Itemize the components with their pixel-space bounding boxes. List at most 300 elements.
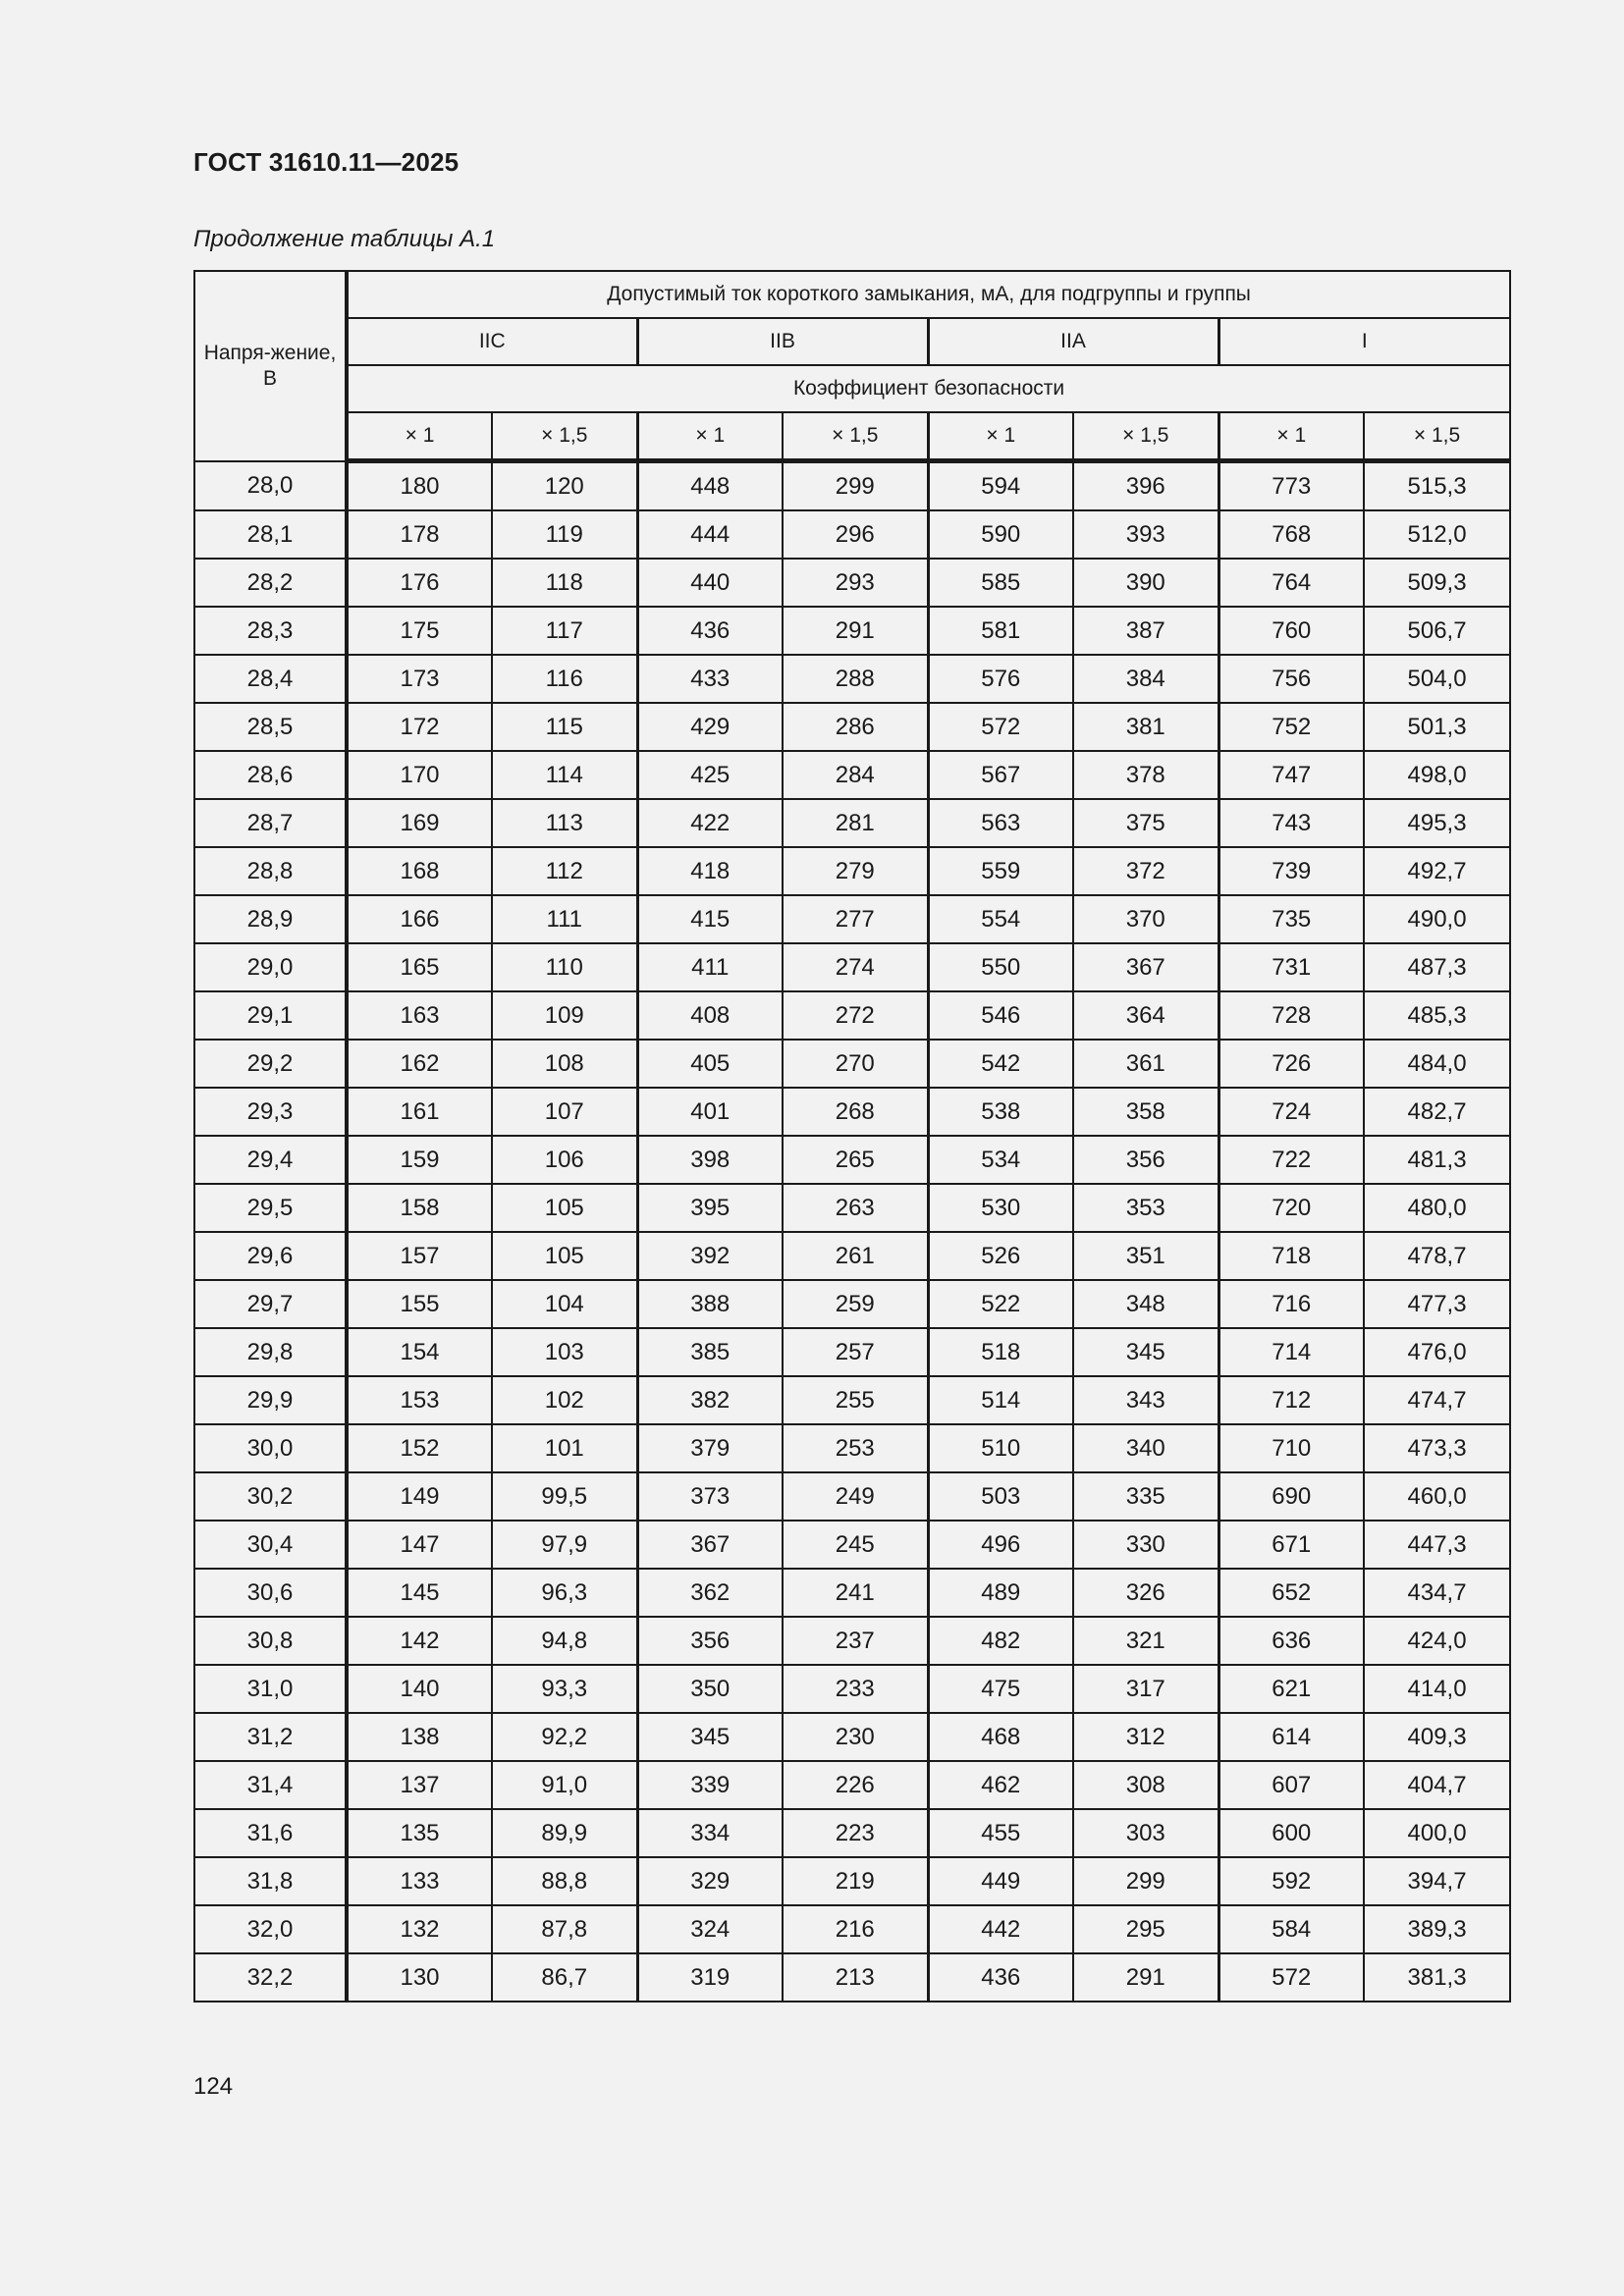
current-cell: 96,3	[492, 1569, 637, 1617]
current-cell: 480,0	[1364, 1184, 1510, 1232]
current-cell: 398	[637, 1136, 783, 1184]
current-cell: 387	[1073, 607, 1218, 655]
current-cell: 312	[1073, 1713, 1218, 1761]
voltage-cell: 28,2	[194, 559, 347, 607]
current-cell: 296	[783, 510, 928, 559]
current-cell: 498,0	[1364, 751, 1510, 799]
current-cell: 764	[1218, 559, 1364, 607]
current-cell: 712	[1218, 1376, 1364, 1424]
current-cell: 245	[783, 1521, 928, 1569]
current-cell: 600	[1218, 1809, 1364, 1857]
current-cell: 760	[1218, 607, 1364, 655]
voltage-cell: 31,2	[194, 1713, 347, 1761]
voltage-cell: 28,8	[194, 847, 347, 895]
table-row	[194, 1713, 1510, 1761]
table-row	[194, 461, 1510, 511]
current-cell: 409,3	[1364, 1713, 1510, 1761]
factor-header: × 1,5	[492, 412, 637, 461]
current-cell: 512,0	[1364, 510, 1510, 559]
current-cell: 747	[1218, 751, 1364, 799]
coefficient-header: Коэффициент безопасности	[347, 365, 1510, 412]
current-cell: 132	[347, 1905, 492, 1953]
current-cell: 436	[637, 607, 783, 655]
current-cell: 107	[492, 1088, 637, 1136]
current-cell: 249	[783, 1472, 928, 1521]
table-row	[194, 991, 1510, 1040]
voltage-cell: 28,6	[194, 751, 347, 799]
voltage-cell: 29,4	[194, 1136, 347, 1184]
current-cell: 92,2	[492, 1713, 637, 1761]
current-cell: 542	[928, 1040, 1073, 1088]
current-cell: 444	[637, 510, 783, 559]
current-cell: 137	[347, 1761, 492, 1809]
current-cell: 105	[492, 1184, 637, 1232]
current-cell: 213	[783, 1953, 928, 2002]
current-cell: 503	[928, 1472, 1073, 1521]
current-cell: 117	[492, 607, 637, 655]
voltage-cell: 31,6	[194, 1809, 347, 1857]
current-cell: 114	[492, 751, 637, 799]
current-cell: 392	[637, 1232, 783, 1280]
current-cell: 138	[347, 1713, 492, 1761]
current-cell: 112	[492, 847, 637, 895]
current-cell: 492,7	[1364, 847, 1510, 895]
current-cell: 233	[783, 1665, 928, 1713]
current-cell: 101	[492, 1424, 637, 1472]
factor-header: × 1	[347, 412, 492, 461]
current-cell: 716	[1218, 1280, 1364, 1328]
current-cell: 440	[637, 559, 783, 607]
current-cell: 731	[1218, 943, 1364, 991]
voltage-cell: 28,1	[194, 510, 347, 559]
current-cell: 546	[928, 991, 1073, 1040]
current-cell: 223	[783, 1809, 928, 1857]
current-cell: 572	[1218, 1953, 1364, 2002]
current-cell: 636	[1218, 1617, 1364, 1665]
current-cell: 356	[637, 1617, 783, 1665]
current-cell: 496	[928, 1521, 1073, 1569]
current-cell: 379	[637, 1424, 783, 1472]
current-cell: 293	[783, 559, 928, 607]
current-cell: 429	[637, 703, 783, 751]
current-cell: 567	[928, 751, 1073, 799]
current-cell: 155	[347, 1280, 492, 1328]
current-cell: 752	[1218, 703, 1364, 751]
table-row	[194, 943, 1510, 991]
voltage-cell: 29,2	[194, 1040, 347, 1088]
current-cell: 259	[783, 1280, 928, 1328]
current-cell: 120	[492, 461, 637, 511]
table-row	[194, 895, 1510, 943]
current-cell: 372	[1073, 847, 1218, 895]
current-cell: 303	[1073, 1809, 1218, 1857]
current-cell: 400,0	[1364, 1809, 1510, 1857]
table-row	[194, 1953, 1510, 2002]
voltage-cell: 29,3	[194, 1088, 347, 1136]
current-cell: 257	[783, 1328, 928, 1376]
current-cell: 455	[928, 1809, 1073, 1857]
current-cell: 133	[347, 1857, 492, 1905]
current-cell: 329	[637, 1857, 783, 1905]
current-cell: 119	[492, 510, 637, 559]
current-cell: 592	[1218, 1857, 1364, 1905]
current-cell: 284	[783, 751, 928, 799]
current-cell: 172	[347, 703, 492, 751]
current-cell: 489	[928, 1569, 1073, 1617]
group-header: Допустимый ток короткого замыкания, мА, для подгруппы и группы	[347, 271, 1510, 318]
current-cell: 255	[783, 1376, 928, 1424]
table-row	[194, 1376, 1510, 1424]
current-cell: 768	[1218, 510, 1364, 559]
current-cell: 299	[1073, 1857, 1218, 1905]
current-cell: 263	[783, 1184, 928, 1232]
subgroup-header-iic: IIC	[347, 318, 637, 365]
current-cell: 291	[1073, 1953, 1218, 2002]
voltage-cell: 29,0	[194, 943, 347, 991]
voltage-cell: 29,1	[194, 991, 347, 1040]
factor-header: × 1,5	[783, 412, 928, 461]
current-cell: 105	[492, 1232, 637, 1280]
current-cell: 334	[637, 1809, 783, 1857]
table-row	[194, 1280, 1510, 1328]
table-row	[194, 703, 1510, 751]
current-cell: 394,7	[1364, 1857, 1510, 1905]
voltage-cell: 29,5	[194, 1184, 347, 1232]
voltage-cell: 30,2	[194, 1472, 347, 1521]
voltage-cell: 28,5	[194, 703, 347, 751]
current-cell: 237	[783, 1617, 928, 1665]
current-cell: 308	[1073, 1761, 1218, 1809]
current-cell: 279	[783, 847, 928, 895]
current-cell: 572	[928, 703, 1073, 751]
current-cell: 361	[1073, 1040, 1218, 1088]
current-cell: 175	[347, 607, 492, 655]
current-cell: 350	[637, 1665, 783, 1713]
current-cell: 515,3	[1364, 461, 1510, 511]
current-cell: 726	[1218, 1040, 1364, 1088]
current-cell: 720	[1218, 1184, 1364, 1232]
current-cell: 358	[1073, 1088, 1218, 1136]
current-cell: 576	[928, 655, 1073, 703]
current-cell: 375	[1073, 799, 1218, 847]
current-cell: 594	[928, 461, 1073, 511]
current-cell: 448	[637, 461, 783, 511]
current-cell: 178	[347, 510, 492, 559]
current-cell: 724	[1218, 1088, 1364, 1136]
current-cell: 482	[928, 1617, 1073, 1665]
current-cell: 339	[637, 1761, 783, 1809]
current-cell: 149	[347, 1472, 492, 1521]
voltage-cell: 31,4	[194, 1761, 347, 1809]
table-row	[194, 1088, 1510, 1136]
current-cell: 230	[783, 1713, 928, 1761]
current-cell: 735	[1218, 895, 1364, 943]
current-cell: 518	[928, 1328, 1073, 1376]
current-cell: 113	[492, 799, 637, 847]
current-cell: 176	[347, 559, 492, 607]
voltage-column-header	[194, 271, 347, 461]
current-cell: 364	[1073, 991, 1218, 1040]
table-row	[194, 799, 1510, 847]
current-cell: 607	[1218, 1761, 1364, 1809]
table-row	[194, 510, 1510, 559]
current-cell: 145	[347, 1569, 492, 1617]
current-cell: 367	[1073, 943, 1218, 991]
current-cell: 169	[347, 799, 492, 847]
current-cell: 91,0	[492, 1761, 637, 1809]
current-cell: 390	[1073, 559, 1218, 607]
table-row	[194, 607, 1510, 655]
current-cell: 317	[1073, 1665, 1218, 1713]
current-cell: 286	[783, 703, 928, 751]
voltage-cell: 28,3	[194, 607, 347, 655]
table-body	[194, 461, 1510, 2002]
current-cell: 554	[928, 895, 1073, 943]
current-cell: 270	[783, 1040, 928, 1088]
table-row	[194, 1617, 1510, 1665]
current-cell: 495,3	[1364, 799, 1510, 847]
current-cell: 180	[347, 461, 492, 511]
document-header: ГОСТ 31610.11—2025	[193, 147, 460, 177]
current-cell: 378	[1073, 751, 1218, 799]
current-cell: 106	[492, 1136, 637, 1184]
current-cell: 559	[928, 847, 1073, 895]
current-cell: 490,0	[1364, 895, 1510, 943]
current-cell: 97,9	[492, 1521, 637, 1569]
current-cell: 142	[347, 1617, 492, 1665]
current-cell: 299	[783, 461, 928, 511]
current-cell: 324	[637, 1905, 783, 1953]
current-cell: 135	[347, 1809, 492, 1857]
current-cell: 743	[1218, 799, 1364, 847]
current-cell: 159	[347, 1136, 492, 1184]
current-cell: 714	[1218, 1328, 1364, 1376]
current-cell: 563	[928, 799, 1073, 847]
current-cell: 460,0	[1364, 1472, 1510, 1521]
current-cell: 710	[1218, 1424, 1364, 1472]
current-cell: 351	[1073, 1232, 1218, 1280]
table-row	[194, 655, 1510, 703]
current-cell: 162	[347, 1040, 492, 1088]
current-cell: 585	[928, 559, 1073, 607]
voltage-cell: 28,9	[194, 895, 347, 943]
table-row	[194, 1905, 1510, 1953]
voltage-cell: 30,6	[194, 1569, 347, 1617]
voltage-cell: 30,4	[194, 1521, 347, 1569]
current-cell: 722	[1218, 1136, 1364, 1184]
voltage-cell: 29,8	[194, 1328, 347, 1376]
current-cell: 89,9	[492, 1809, 637, 1857]
current-cell: 433	[637, 655, 783, 703]
voltage-cell: 32,0	[194, 1905, 347, 1953]
current-cell: 86,7	[492, 1953, 637, 2002]
current-cell: 219	[783, 1857, 928, 1905]
current-cell: 288	[783, 655, 928, 703]
current-cell: 404,7	[1364, 1761, 1510, 1809]
current-cell: 389,3	[1364, 1905, 1510, 1953]
current-cell: 272	[783, 991, 928, 1040]
current-cell: 168	[347, 847, 492, 895]
current-cell: 102	[492, 1376, 637, 1424]
table-row	[194, 847, 1510, 895]
current-cell: 396	[1073, 461, 1218, 511]
current-cell: 388	[637, 1280, 783, 1328]
current-cell: 166	[347, 895, 492, 943]
current-cell: 348	[1073, 1280, 1218, 1328]
table-row	[194, 1569, 1510, 1617]
current-cell: 473,3	[1364, 1424, 1510, 1472]
current-cell: 281	[783, 799, 928, 847]
current-cell: 345	[1073, 1328, 1218, 1376]
current-cell: 93,3	[492, 1665, 637, 1713]
current-cell: 343	[1073, 1376, 1218, 1424]
current-cell: 506,7	[1364, 607, 1510, 655]
current-cell: 449	[928, 1857, 1073, 1905]
current-cell: 510	[928, 1424, 1073, 1472]
subgroup-header-iib: IIB	[637, 318, 928, 365]
voltage-header-label: Напря-жение, В	[203, 341, 337, 390]
factor-header: × 1,5	[1364, 412, 1510, 461]
table-row	[194, 1136, 1510, 1184]
voltage-cell: 29,7	[194, 1280, 347, 1328]
current-cell: 173	[347, 655, 492, 703]
current-cell: 373	[637, 1472, 783, 1521]
current-cell: 447,3	[1364, 1521, 1510, 1569]
current-cell: 739	[1218, 847, 1364, 895]
table-row	[194, 1809, 1510, 1857]
short-circuit-current-table	[193, 270, 1511, 2002]
current-cell: 415	[637, 895, 783, 943]
current-cell: 94,8	[492, 1617, 637, 1665]
table-row	[194, 1040, 1510, 1088]
table-row	[194, 1857, 1510, 1905]
current-cell: 265	[783, 1136, 928, 1184]
current-cell: 353	[1073, 1184, 1218, 1232]
current-cell: 108	[492, 1040, 637, 1088]
voltage-cell: 29,9	[194, 1376, 347, 1424]
current-cell: 340	[1073, 1424, 1218, 1472]
current-cell: 241	[783, 1569, 928, 1617]
current-cell: 395	[637, 1184, 783, 1232]
current-cell: 411	[637, 943, 783, 991]
current-cell: 370	[1073, 895, 1218, 943]
current-cell: 584	[1218, 1905, 1364, 1953]
current-cell: 581	[928, 607, 1073, 655]
current-cell: 534	[928, 1136, 1073, 1184]
table-row	[194, 1521, 1510, 1569]
current-cell: 509,3	[1364, 559, 1510, 607]
current-cell: 268	[783, 1088, 928, 1136]
current-cell: 405	[637, 1040, 783, 1088]
current-cell: 103	[492, 1328, 637, 1376]
table-row	[194, 1424, 1510, 1472]
current-cell: 140	[347, 1665, 492, 1713]
current-cell: 418	[637, 847, 783, 895]
current-cell: 367	[637, 1521, 783, 1569]
current-cell: 274	[783, 943, 928, 991]
current-cell: 381,3	[1364, 1953, 1510, 2002]
data-table-container	[193, 270, 1509, 2002]
table-row	[194, 751, 1510, 799]
page-number: 124	[193, 2073, 234, 2100]
current-cell: 382	[637, 1376, 783, 1424]
voltage-cell: 30,8	[194, 1617, 347, 1665]
table-row	[194, 1232, 1510, 1280]
current-cell: 161	[347, 1088, 492, 1136]
current-cell: 468	[928, 1713, 1073, 1761]
current-cell: 253	[783, 1424, 928, 1472]
current-cell: 478,7	[1364, 1232, 1510, 1280]
current-cell: 550	[928, 943, 1073, 991]
current-cell: 147	[347, 1521, 492, 1569]
table-caption: Продолжение таблицы А.1	[193, 226, 496, 252]
current-cell: 442	[928, 1905, 1073, 1953]
current-cell: 216	[783, 1905, 928, 1953]
subgroup-header-i: I	[1218, 318, 1510, 365]
current-cell: 538	[928, 1088, 1073, 1136]
voltage-cell: 31,0	[194, 1665, 347, 1713]
current-cell: 414,0	[1364, 1665, 1510, 1713]
current-cell: 163	[347, 991, 492, 1040]
current-cell: 718	[1218, 1232, 1364, 1280]
table-row	[194, 559, 1510, 607]
table-row	[194, 1472, 1510, 1521]
current-cell: 99,5	[492, 1472, 637, 1521]
table-row	[194, 1761, 1510, 1809]
current-cell: 522	[928, 1280, 1073, 1328]
current-cell: 110	[492, 943, 637, 991]
current-cell: 504,0	[1364, 655, 1510, 703]
current-cell: 152	[347, 1424, 492, 1472]
current-cell: 462	[928, 1761, 1073, 1809]
current-cell: 381	[1073, 703, 1218, 751]
current-cell: 590	[928, 510, 1073, 559]
current-cell: 154	[347, 1328, 492, 1376]
voltage-cell: 28,4	[194, 655, 347, 703]
current-cell: 773	[1218, 461, 1364, 511]
current-cell: 425	[637, 751, 783, 799]
current-cell: 436	[928, 1953, 1073, 2002]
current-cell: 291	[783, 607, 928, 655]
voltage-cell: 29,6	[194, 1232, 347, 1280]
current-cell: 326	[1073, 1569, 1218, 1617]
current-cell: 104	[492, 1280, 637, 1328]
current-cell: 153	[347, 1376, 492, 1424]
current-cell: 477,3	[1364, 1280, 1510, 1328]
table-row	[194, 1665, 1510, 1713]
current-cell: 362	[637, 1569, 783, 1617]
current-cell: 87,8	[492, 1905, 637, 1953]
current-cell: 482,7	[1364, 1088, 1510, 1136]
current-cell: 475	[928, 1665, 1073, 1713]
current-cell: 345	[637, 1713, 783, 1761]
current-cell: 422	[637, 799, 783, 847]
current-cell: 158	[347, 1184, 492, 1232]
current-cell: 319	[637, 1953, 783, 2002]
current-cell: 356	[1073, 1136, 1218, 1184]
current-cell: 401	[637, 1088, 783, 1136]
current-cell: 530	[928, 1184, 1073, 1232]
current-cell: 165	[347, 943, 492, 991]
factor-header: × 1,5	[1073, 412, 1218, 461]
current-cell: 88,8	[492, 1857, 637, 1905]
table-row	[194, 1184, 1510, 1232]
current-cell: 277	[783, 895, 928, 943]
current-cell: 652	[1218, 1569, 1364, 1617]
current-cell: 116	[492, 655, 637, 703]
current-cell: 621	[1218, 1665, 1364, 1713]
factor-header: × 1	[1218, 412, 1364, 461]
